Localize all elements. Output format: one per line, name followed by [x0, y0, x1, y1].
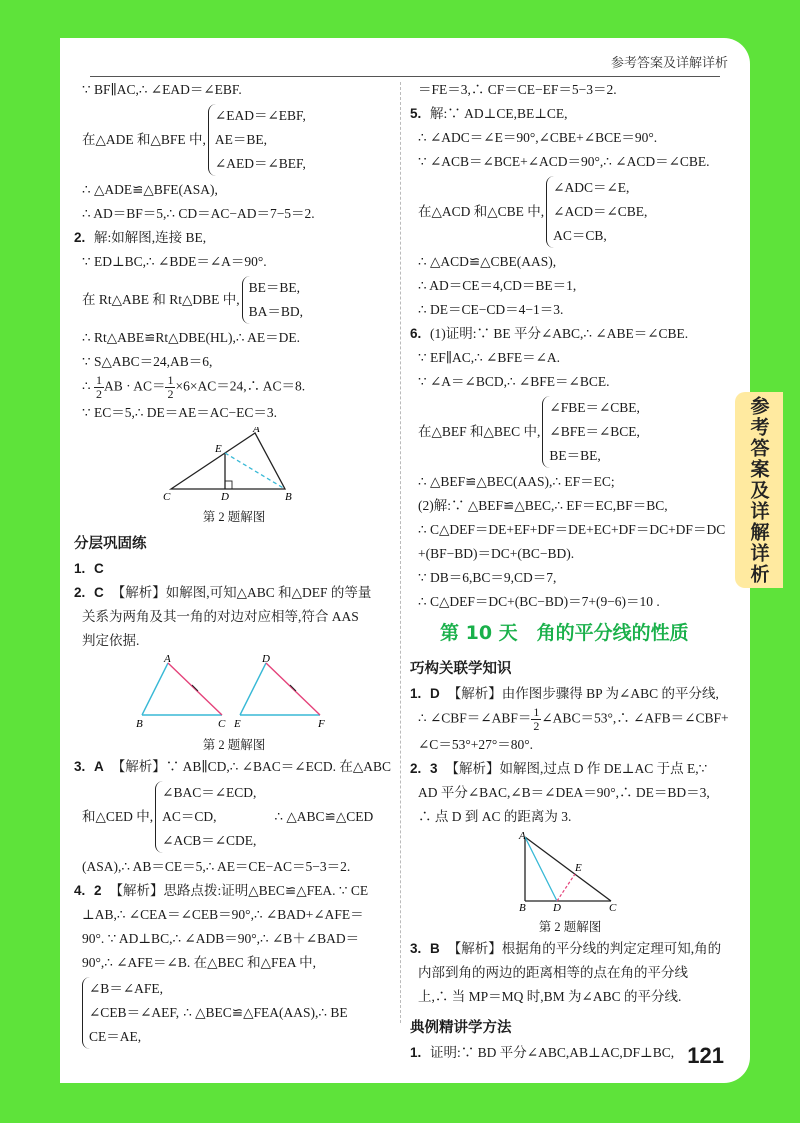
brace-group	[546, 176, 647, 248]
text-line: (ASA),∴ AB＝CE＝5,∴ AE＝CE−AC＝5−3＝2.	[82, 859, 351, 874]
system-label: 和△CED 中,	[82, 809, 154, 824]
text-span: ∠ABC＝53°,∴ ∠AFB＝∠CBF+	[541, 710, 729, 726]
question-number: 2.	[74, 230, 86, 245]
system-label: 在 Rt△ABE 和 Rt△DBE 中,	[82, 292, 240, 307]
text-span: (1)证明:∵ BE 平分∠ABC,∴ ∠ABE＝∠CBE.	[430, 326, 689, 341]
label-d: D	[221, 491, 229, 501]
answer-letter: B	[430, 941, 440, 956]
text-line: ∴ △BEF≌△BEC(AAS),∴ EF＝EC;	[418, 474, 615, 489]
section-heading: 分层巩固练	[74, 536, 147, 552]
text-line: ∴ △ACD≌△CBE(AAS),	[418, 254, 557, 269]
brace-group	[82, 977, 179, 1049]
text-line: ∴ ∠ADC＝∠E＝90°,∠CBE+∠BCE＝90°.	[418, 130, 658, 145]
fraction-denominator: 2	[533, 719, 540, 733]
label-a: A	[164, 655, 171, 665]
system-row: BE＝BE,	[248, 280, 301, 295]
system-row: ∠BFE＝∠BCE,	[549, 424, 640, 439]
question-number: 4.	[74, 883, 86, 898]
question-number: 2.	[74, 585, 86, 600]
figure-caption: 第 2 题解图	[538, 920, 602, 934]
example-1	[410, 1041, 730, 1065]
answer-4	[74, 879, 394, 903]
text-span: ×6×AC＝24,∴ AC＝8.	[175, 378, 306, 394]
section-heading: 巧构关联学知识	[410, 661, 512, 677]
segment-de	[240, 663, 266, 715]
side-tab-label: 参考答案及详解详析	[735, 392, 783, 588]
system-row: AE＝BE,	[214, 132, 268, 147]
system-label: 在△ADE 和△BFE 中,	[82, 132, 206, 147]
text-span: 【解析】由作图步骤得 BP 为∠ABC 的平分线,	[447, 686, 719, 701]
answer-letter: 2	[94, 883, 102, 898]
question-number: 1.	[410, 686, 422, 701]
figure-caption: 第 2 题解图	[202, 510, 266, 524]
answer-b2	[410, 757, 730, 781]
text-span: AB · AC＝	[103, 378, 166, 394]
text-line: ∵ DB＝6,BC＝9,CD＝7,	[418, 570, 557, 585]
text-span: 证明:∵ BD 平分∠ABC,AB⊥AC,DF⊥BC,	[430, 1045, 675, 1060]
label-e: E	[215, 443, 222, 455]
equation-system	[410, 176, 730, 248]
fraction	[94, 374, 104, 401]
question-number: 1.	[410, 1045, 422, 1060]
text-line: ∠C＝53°+27°＝80°.	[418, 737, 534, 752]
system-row: ∠BAC＝∠ECD,	[162, 785, 257, 800]
fraction	[531, 706, 541, 733]
section-heading: 典例精讲学方法	[410, 1020, 512, 1036]
brace-group	[542, 396, 640, 468]
text-line: ∴ AD＝CE＝4,CD＝BE＝1,	[418, 278, 577, 293]
question-number: 2.	[410, 761, 422, 776]
label-f: F	[318, 718, 325, 729]
answer-1	[74, 557, 394, 581]
tick-mark	[290, 685, 296, 691]
right-angle-mark	[225, 481, 232, 489]
question-number: 3.	[410, 941, 422, 956]
text-line: ∵ ∠A＝∠BCD,∴ ∠BFE＝∠BCE.	[418, 374, 610, 389]
label-d: D	[553, 902, 561, 911]
text-span: 【解析】如解图,可知△ABC 和△DEF 的等量	[111, 585, 372, 600]
question-2	[74, 226, 394, 250]
segment-ab	[142, 663, 168, 715]
text-line: ∴ DE＝CE−CD＝4−1＝3.	[418, 302, 564, 317]
text-span: 【解析】思路点拨:证明△BEC≌△FEA. ∵ CE	[109, 883, 369, 898]
header-title: 参考答案及详解详析	[610, 56, 728, 71]
text-line: ∵ BF∥AC,∴ ∠EAD＝∠EBF.	[82, 82, 242, 97]
header-rule	[90, 76, 720, 77]
segment-df	[266, 663, 320, 715]
brace-group	[242, 276, 303, 324]
text-line: 上,∴ 当 MP＝MQ 时,BM 为∠ABC 的平分线.	[418, 989, 682, 1004]
text-line: ∴ C△DEF＝DC+(BC−BD)＝7+(9−6)＝10 .	[418, 594, 660, 609]
text-line: +(BF−BD)＝DC+(BC−BD).	[418, 546, 575, 561]
brace-group	[208, 104, 306, 176]
equation-system	[410, 396, 730, 468]
text-line: 内部到角的两边的距离相等的点在角的平分线	[418, 965, 688, 980]
text-line: 关系为两角及其一角的对边对应相等,符合 AAS	[82, 609, 359, 624]
angle-bisector-diagram	[515, 831, 625, 911]
triangle-diagram	[159, 427, 309, 501]
day-title: 第 10 天 角的平分线的性质	[440, 622, 689, 644]
system-row: ∠ADC＝∠E,	[553, 180, 630, 195]
tick-mark	[192, 685, 198, 691]
equation-system	[74, 276, 394, 324]
fraction-denominator: 2	[95, 387, 102, 401]
system-row: BA＝BD,	[248, 304, 304, 319]
system-row: ∠B＝∠AFE,	[89, 981, 164, 996]
equation-system	[74, 977, 394, 1049]
answer-letter: C	[94, 561, 104, 576]
figure-b2	[410, 831, 730, 935]
fraction-line	[410, 706, 730, 733]
fraction-line	[74, 374, 394, 401]
system-label: 在△ACD 和△CBE 中,	[418, 204, 545, 219]
answer-b1	[410, 682, 730, 706]
question-number: 1.	[74, 561, 86, 576]
system-row: ∠AED＝∠BEF,	[214, 156, 306, 171]
label-e: E	[575, 862, 582, 874]
text-line: 判定依据.	[82, 633, 140, 648]
dashed-segment-de	[557, 874, 575, 901]
equation-system	[74, 104, 394, 176]
system-row: ∠ACB＝∠CDE,	[162, 833, 257, 848]
figure-a2	[74, 655, 394, 753]
figure-q2	[74, 427, 394, 525]
bisector-ad	[525, 837, 557, 901]
text-line: ∴ △ADE≌△BFE(ASA),	[82, 182, 218, 197]
system-row: ∠FBE＝∠CBE,	[549, 400, 640, 415]
fraction-denominator: 2	[167, 387, 174, 401]
equation-system	[74, 781, 394, 853]
label-c: C	[609, 902, 617, 911]
text-line: 解:如解图,连接 BE,	[94, 230, 207, 245]
segment-ac	[168, 663, 222, 715]
text-line: ∵ EF∥AC,∴ ∠BFE＝∠A.	[418, 350, 561, 365]
text-line: ⊥AB,∴ ∠CEA＝∠CEB＝90°,∴ ∠BAD+∠AFE＝	[82, 907, 364, 922]
label-b: B	[136, 718, 143, 729]
answer-letter: A	[94, 759, 104, 774]
label-b: B	[285, 491, 292, 501]
text-span: 【解析】∵ AB∥CD,∴ ∠BAC＝∠ECD. 在△ABC	[111, 759, 391, 774]
system-row: ∠EAD＝∠EBF,	[214, 108, 306, 123]
system-row: AC＝CD,	[162, 809, 217, 824]
text-line: (2)解:∵ △BEF≌△BEC,∴ EF＝EC,BF＝BC,	[418, 498, 668, 513]
label-a: A	[253, 427, 260, 435]
segment-ac	[525, 837, 611, 901]
text-span: 【解析】如解图,过点 D 作 DE⊥AC 于点 E,∵	[445, 761, 708, 776]
system-row: CE＝AE,	[89, 1029, 142, 1044]
fraction-numerator: 1	[533, 705, 540, 719]
text-line: 90°,∴ ∠AFE＝∠B. 在△BEC 和△FEA 中,	[82, 955, 317, 970]
answer-3	[74, 755, 394, 779]
answer-page	[60, 38, 750, 1083]
text-line: 90°. ∵ AD⊥BC,∴ ∠ADB＝90°,∴ ∠B＋∠BAD＝	[82, 931, 360, 946]
text-line: AD 平分∠BAC,∠B＝∠DEA＝90°,∴ DE＝BD＝3,	[418, 785, 710, 800]
system-conclusion: ∴ △ABC≌△CED	[274, 809, 374, 824]
text-line: ＝FE＝3,∴ CF＝CE−EF＝5−3＝2.	[418, 82, 617, 97]
two-triangles-diagram	[134, 655, 334, 729]
label-c: C	[218, 718, 226, 729]
answer-b3	[410, 937, 730, 961]
text-line: ∵ ED⊥BC,∴ ∠BDE＝∠A＝90°.	[82, 254, 267, 269]
label-e: E	[234, 718, 241, 729]
answer-letter: C	[94, 585, 104, 600]
text-line: ∴ 点 D 到 AC 的距离为 3.	[418, 809, 572, 824]
label-c: C	[163, 491, 171, 501]
fraction	[165, 374, 175, 401]
text-span: ∴ ∠CBF＝∠ABF＝	[418, 710, 532, 726]
answer-letter: 3	[430, 761, 438, 776]
system-row: BE＝BE,	[549, 448, 601, 463]
system-row: AC＝CB,	[553, 228, 607, 243]
left-column	[74, 78, 394, 1051]
brace-group	[155, 781, 256, 853]
text-span: ∴	[82, 378, 91, 394]
system-row: ∠ACD＝∠CBE,	[553, 204, 648, 219]
label-d: D	[262, 655, 270, 665]
question-5	[410, 102, 730, 126]
text-line: ∴ C△DEF＝DE+EF+DF＝DE+EC+DF＝DC+DF＝DC	[418, 522, 726, 537]
text-line: ∵ EC＝5,∴ DE＝AE＝AC−EC＝3.	[82, 405, 278, 420]
column-divider	[400, 82, 401, 1023]
system-row: ∠CEB＝∠AEF,	[89, 1005, 180, 1020]
answer-letter: D	[430, 686, 440, 701]
question-number: 5.	[410, 106, 422, 121]
text-span: 解:∵ AD⊥CE,BE⊥CE,	[430, 106, 568, 121]
label-b: B	[519, 902, 526, 911]
answer-2	[74, 581, 394, 605]
fraction-numerator: 1	[95, 373, 102, 387]
question-number: 6.	[410, 326, 422, 341]
fraction-numerator: 1	[167, 373, 174, 387]
right-column	[410, 78, 730, 1065]
system-label: 在△BEF 和△BEC 中,	[418, 424, 541, 439]
question-6	[410, 322, 730, 346]
text-line: ∴ Rt△ABE≌Rt△DBE(HL),∴ AE＝DE.	[82, 330, 300, 345]
system-conclusion: ∴ △BEC≌△FEA(AAS),∴ BE	[183, 1005, 348, 1020]
text-span: 【解析】根据角的平分线的判定定理可知,角的	[447, 941, 722, 956]
label-a: A	[519, 831, 526, 842]
page-number: 121	[687, 1043, 724, 1068]
text-line: ∵ ∠ACB＝∠BCE+∠ACD＝90°,∴ ∠ACD＝∠CBE.	[418, 154, 710, 169]
text-line: ∵ S△ABC＝24,AB＝6,	[82, 354, 213, 369]
question-number: 3.	[74, 759, 86, 774]
text-line: ∴ AD＝BF＝5,∴ CD＝AC−AD＝7−5＝2.	[82, 206, 315, 221]
figure-caption: 第 2 题解图	[202, 738, 266, 752]
